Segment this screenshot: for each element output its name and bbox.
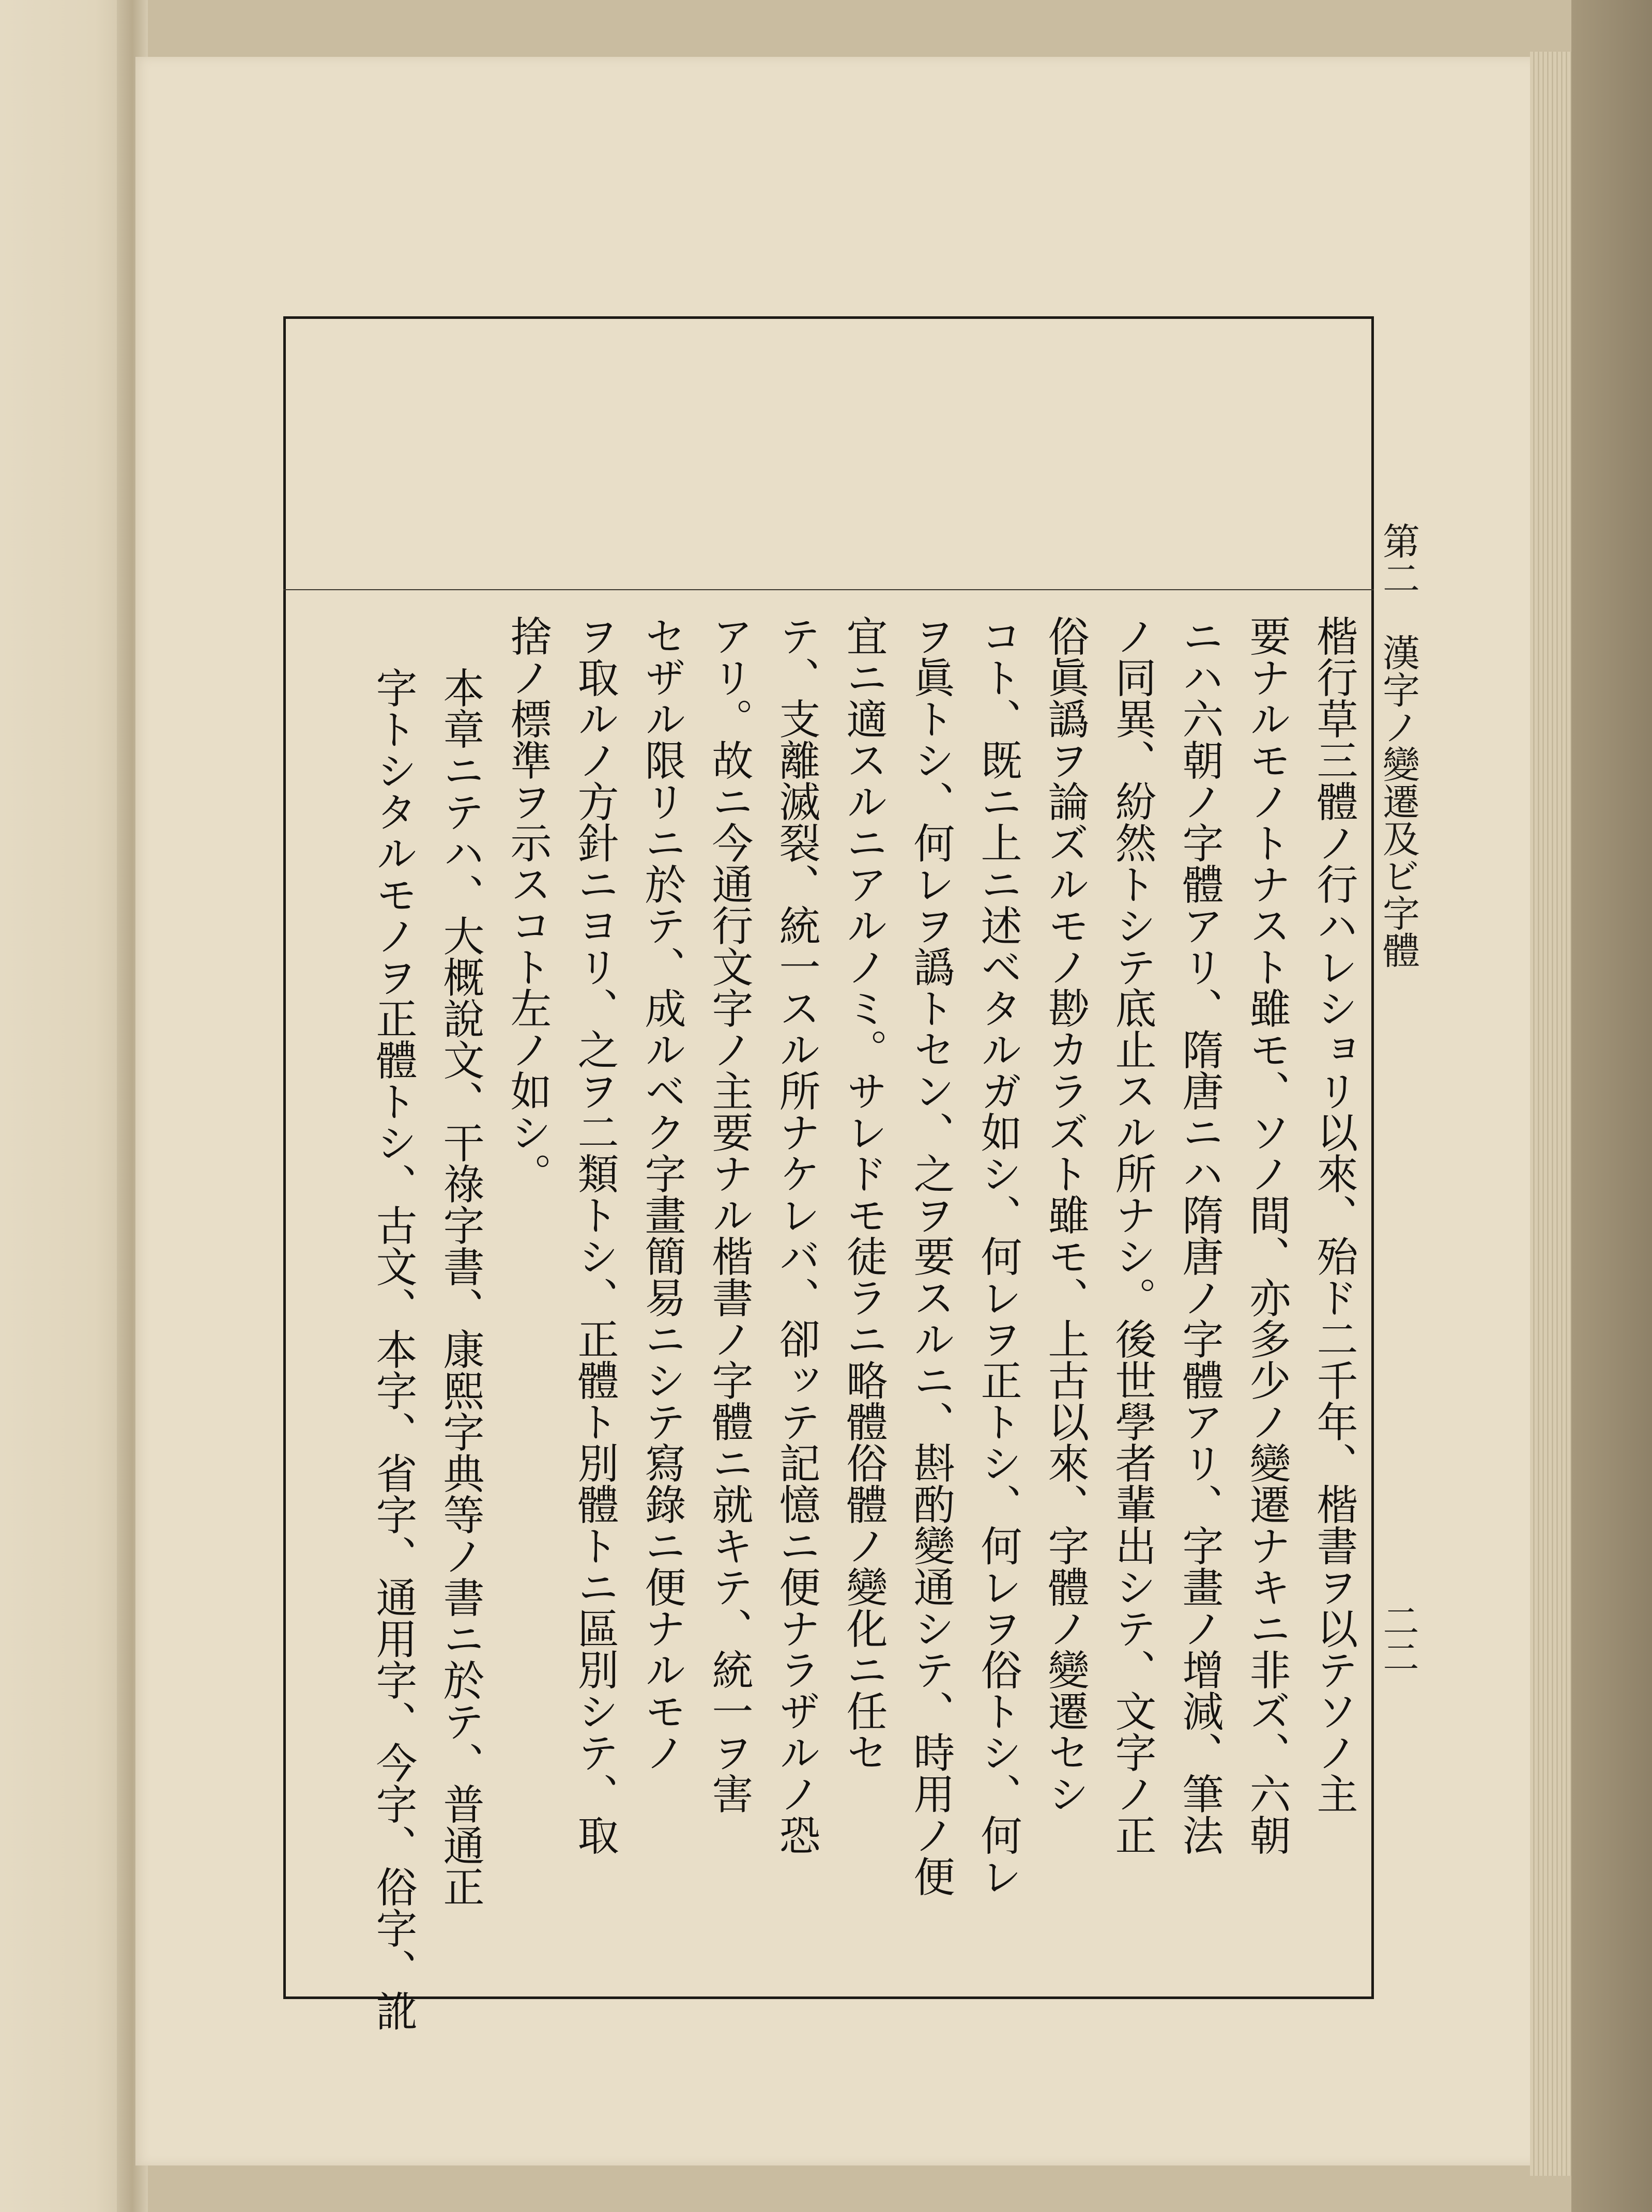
text-column: ヲ眞トシ、何レヲ譌トセン、之ヲ要スルニ、斟酌變通シテ、時用ノ便 [907, 615, 955, 1897]
text-column: コト、既ニ上ニ述ベタルガ如シ、何レヲ正トシ、何レヲ俗トシ、何レ [974, 615, 1022, 1897]
page-edges [1530, 52, 1571, 2176]
text-column: 俗眞譌ヲ論ズルモノ尠カラズト雖モ、上古以來、字體ノ變遷セシ [1041, 615, 1089, 1814]
text-column: 楷行草三體ノ行ハレショリ以來、殆ド二千年、楷書ヲ以テソノ主 [1310, 615, 1358, 1814]
text-column: セザル限リニ於テ、成ルベク字畫簡易ニシテ寫錄ニ便ナルモノ [638, 615, 686, 1773]
book-cover-edge [1571, 0, 1652, 2212]
text-column: 捨ノ標準ヲ示スコト左ノ如シ。 [503, 615, 552, 1194]
left-page [0, 0, 135, 2212]
running-head: 第二 漢字ノ變遷及ビ字體 [1376, 522, 1420, 969]
text-column: ヲ取ルノ方針ニヨリ、之ヲ二類トシ、正體ト別體トニ區別シテ、取 [571, 615, 619, 1855]
text-column: 宜ニ適スルニアルノミ。サレドモ徒ラニ略體俗體ノ變化ニ任セ [839, 615, 888, 1773]
text-column: 字トシタルモノヲ正體トシ、古文、本字、省字、通用字、今字、俗字、訛 [369, 667, 417, 2031]
text-column: アリ。故ニ今通行文字ノ主要ナル楷書ノ字體ニ就キテ、統一ヲ害 [705, 615, 753, 1814]
page-number: 二二 [1377, 1602, 1419, 1675]
text-column: テ、支離滅裂、統一スル所ナケレバ、卻ッテ記憶ニ便ナラザルノ恐 [772, 615, 820, 1855]
text-column: ニハ六朝ノ字體アリ、隋唐ニハ隋唐ノ字體アリ、字畫ノ增減、筆法 [1175, 615, 1223, 1855]
text-column: ノ同異、紛然トシテ底止スル所ナシ。後世學者輩出シテ、文字ノ正 [1108, 615, 1156, 1855]
text-column: 本章ニテハ、大概說文、干祿字書、康熙字典等ノ書ニ於テ、普通正 [436, 667, 484, 1907]
text-column: 要ナルモノトナスト雖モ、ソノ間、亦多少ノ變遷ナキニ非ズ、六朝 [1243, 615, 1291, 1855]
frame-divider-line [283, 589, 1374, 590]
